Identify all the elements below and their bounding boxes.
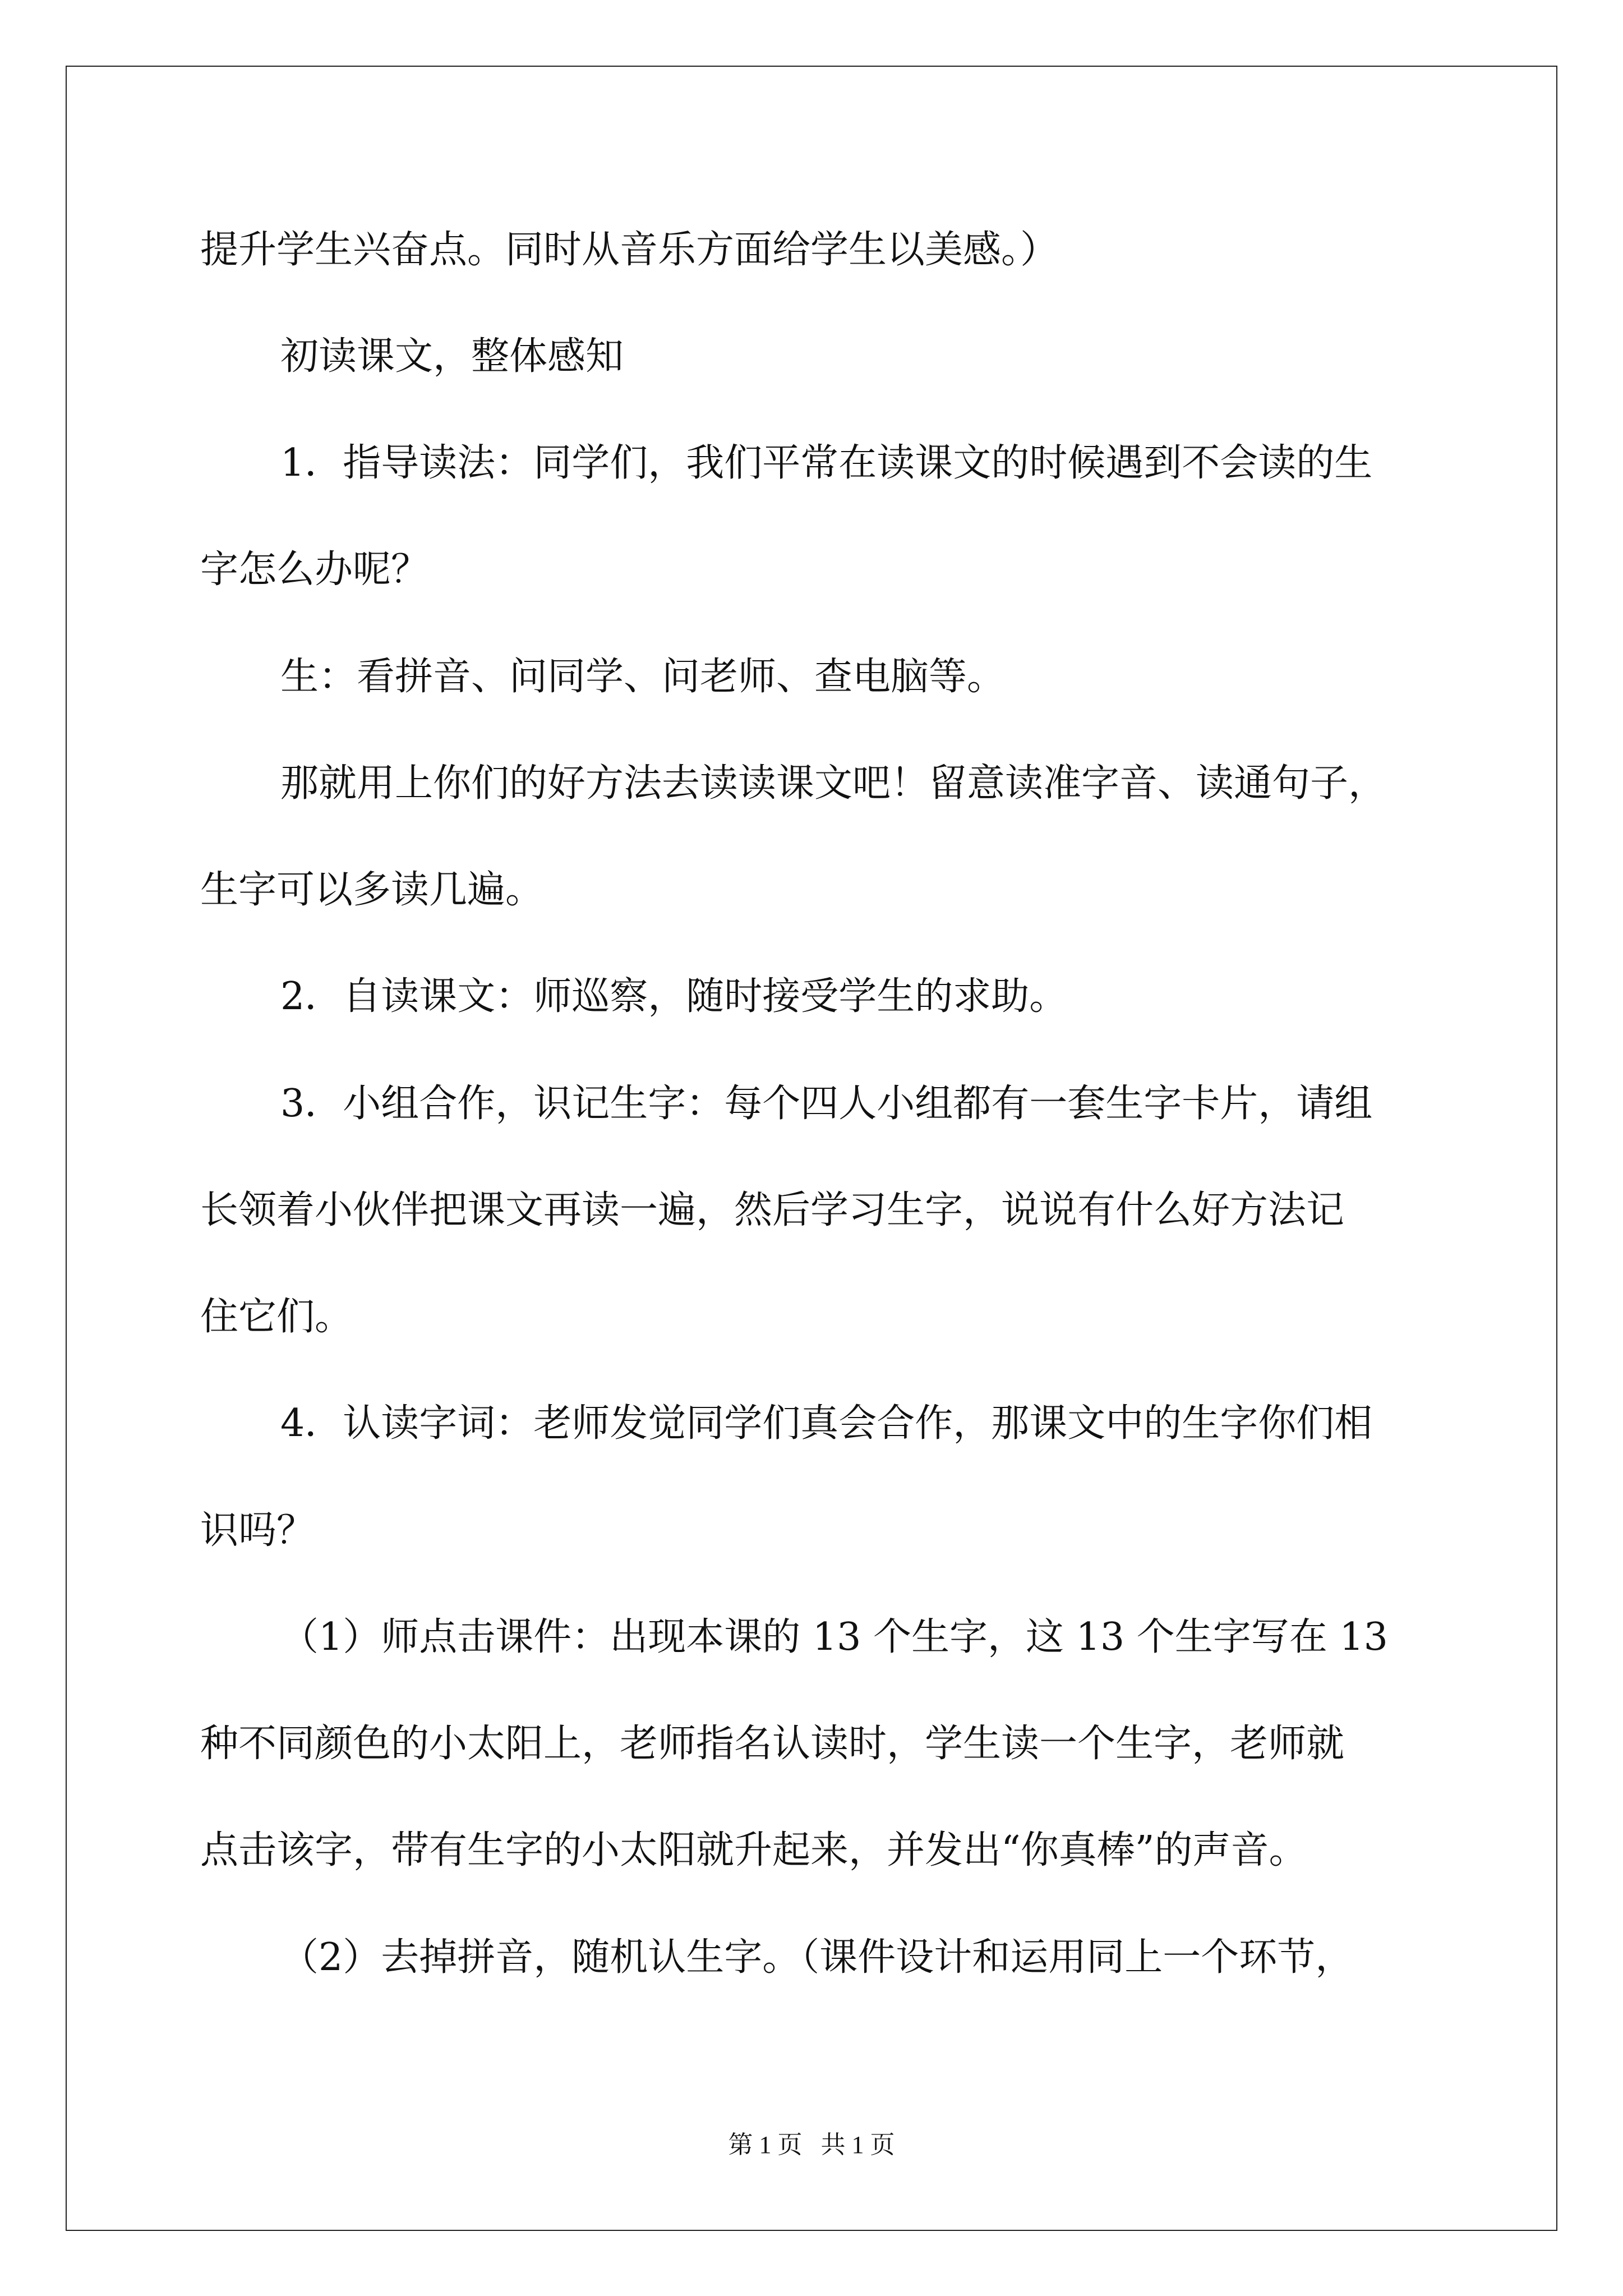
text-line-16: 点击该字，带有生字的小太阳就升起来，并发出“你真棒”的声音。	[200, 1828, 1307, 1872]
text-line-3: 1．指导读法：同学们，我们平常在读课文的时候遇到不会读的生	[280, 441, 1373, 485]
text-line-2: 初读课文，整体感知	[280, 334, 624, 379]
page-border	[66, 66, 1557, 2231]
text-line-9: 3．小组合作，识记生字：每个四人小组都有一套生字卡片，请组	[280, 1082, 1373, 1126]
text-line-10: 长领着小伙伴把课文再读一遍，然后学习生字，说说有什么好方法记	[200, 1188, 1345, 1232]
text-line-5: 生：看拼音、问同学、问老师、查电脑等。	[280, 655, 1006, 699]
text-line-14: （1）师点击课件：出现本课的 13 个生字，这 13 个生字写在 13	[280, 1615, 1388, 1659]
text-line-12: 4．认读字词：老师发觉同学们真会合作，那课文中的生字你们相	[280, 1401, 1373, 1446]
text-line-15: 种不同颜色的小太阳上，老师指名认读时，学生读一个生字，老师就	[200, 1722, 1345, 1766]
text-line-17: （2）去掉拼音，随机认生字。（课件设计和运用同上一个环节，	[280, 1935, 1354, 1980]
page-footer: 第 1 页 共 1 页	[728, 2131, 895, 2159]
text-line-4: 字怎么办呢？	[200, 547, 430, 592]
text-line-11: 住它们。	[200, 1295, 353, 1339]
text-line-8: 2．自读课文：师巡察，随时接受学生的求助。	[280, 974, 1068, 1019]
text-line-6: 那就用上你们的好方法去读读课文吧！留意读准字音、读通句子，	[280, 761, 1387, 806]
text-line-1: 提升学生兴奋点。同时从音乐方面给学生以美感。）	[200, 228, 1059, 272]
text-line-7: 生字可以多读几遍。	[200, 868, 544, 912]
text-line-13: 识吗？	[200, 1508, 315, 1553]
